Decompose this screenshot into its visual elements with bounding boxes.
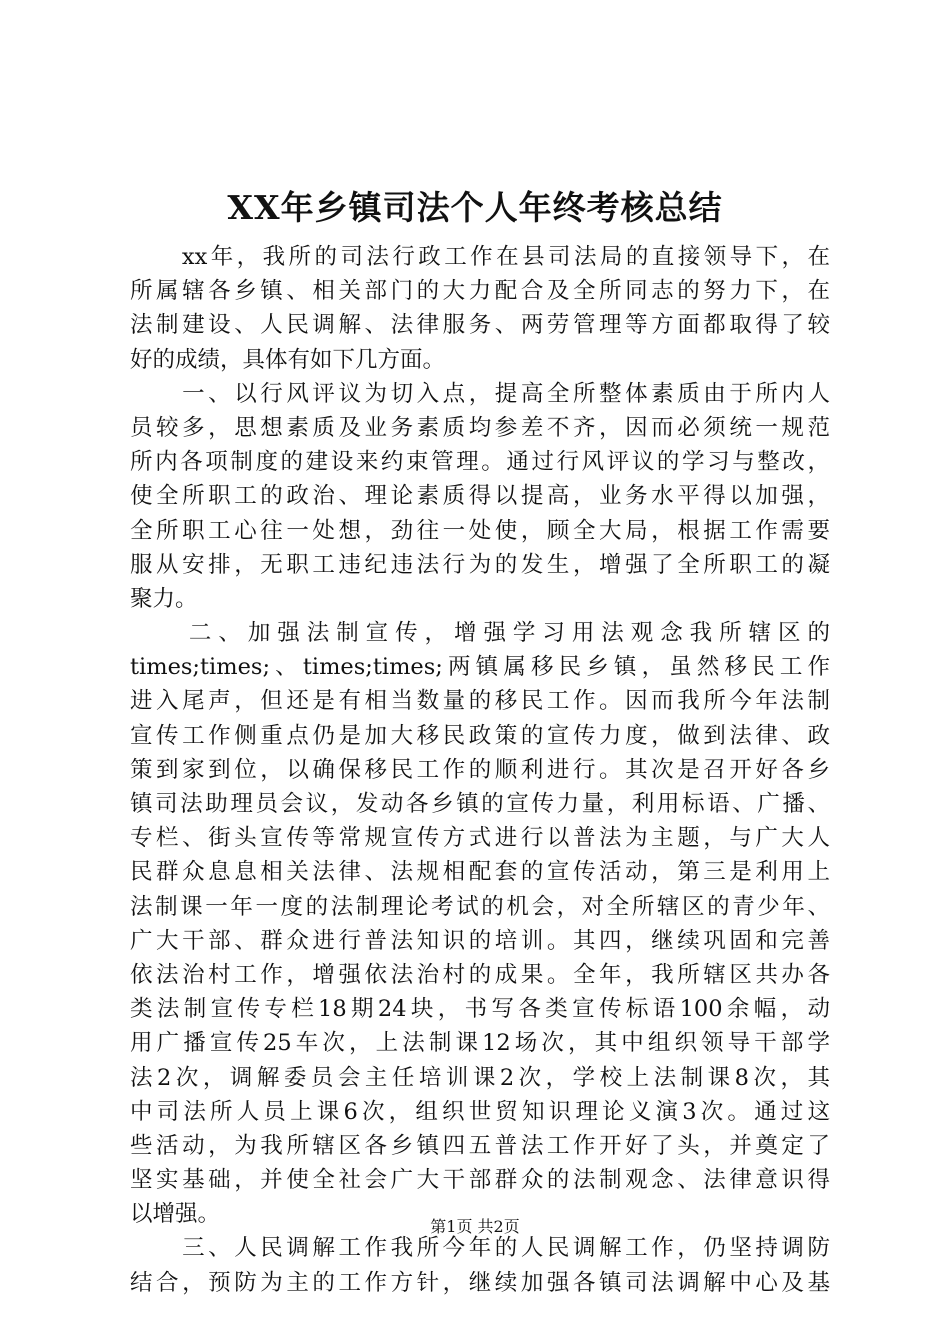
text-line: 进入尾声，但还是有相当数量的移民工作。因而我所今年法制 [130, 688, 830, 715]
text-line: 坚实基础，并使全社会广大干部群众的法制观念、法律意识得 [130, 1167, 830, 1194]
paragraph-section-1 [130, 377, 830, 616]
text-line: 民群众息息相关法律、法规相配套的宣传活动，第三是利用上 [130, 859, 830, 886]
text-line: 策到家到位，以确保移民工作的顺利进行。其次是召开好各乡 [130, 756, 830, 783]
text-line: 用广播宣传25车次，上法制课12场次，其中组织领导干部学 [130, 1030, 830, 1057]
text-line: 类法制宣传专栏18期24块，书写各类宣传标语100余幅，动 [130, 996, 830, 1023]
text-line: 宣传工作侧重点仍是加大移民政策的宣传力度，做到法律、政 [130, 722, 830, 749]
text-line: xx年，我所的司法行政工作在县司法局的直接领导下，在 [130, 244, 830, 270]
text-line: 广大干部、群众进行普法知识的培训。其四，继续巩固和完善 [130, 927, 830, 954]
paragraph-section-2 [130, 616, 830, 1231]
paragraph-intro [130, 240, 830, 377]
text-line: 法制课一年一度的法制理论考试的机会，对全所辖区的青少年、 [130, 893, 830, 920]
page-footer: 第1页 共2页 [430, 1217, 520, 1236]
text-line: 聚力。 [130, 585, 198, 612]
document-body [130, 240, 830, 1300]
text-line: 所内各项制度的建设来约束管理。通过行风评议的学习与整改， [130, 449, 830, 476]
text-line: 法制建设、人民调解、法律服务、两劳管理等方面都取得了较 [130, 312, 830, 339]
text-line: 好的成绩，具体有如下几方面。 [130, 346, 446, 373]
text-line: 以增强。 [130, 1201, 221, 1228]
text-line: 服从安排，无职工违纪违法行为的发生，增强了全所职工的凝 [130, 551, 830, 578]
text-line: 全所职工心往一处想，劲往一处使，顾全大局，根据工作需要 [130, 517, 830, 544]
text-line: 法2次，调解委员会主任培训课2次，学校上法制课8次，其 [130, 1064, 830, 1091]
text-line: 使全所职工的政治、理论素质得以提高，业务水平得以加强， [130, 483, 830, 510]
text-line: 员较多，思想素质及业务素质均参差不齐，因而必须统一规范 [130, 414, 830, 441]
text-line: times;times;、times;times;两镇属移民乡镇，虽然移民工作 [130, 654, 830, 681]
text-line: 所属辖各乡镇、相关部门的大力配合及全所同志的努力下，在 [130, 278, 830, 305]
text-line: 三、人民调解工作我所今年的人民调解工作，仍坚持调防 [130, 1235, 830, 1262]
text-line: 结合，预防为主的工作方针，继续加强各镇司法调解中心及基 [130, 1269, 830, 1296]
text-line: 一、以行风评议为切入点，提高全所整体素质由于所内人 [130, 380, 830, 407]
paragraph-section-3 [130, 1231, 830, 1299]
text-line: 些活动，为我所辖区各乡镇四五普法工作开好了头，并奠定了 [130, 1132, 830, 1159]
text-line: 中司法所人员上课6次，组织世贸知识理论义演3次。通过这 [130, 1098, 830, 1125]
text-line: 二、加强法制宣传，增强学习用法观念我所辖区的 [130, 620, 830, 647]
text-line: 镇司法助理员会议，发动各乡镇的宣传力量，利用标语、广播、 [130, 791, 830, 817]
text-line: 依法治村工作，增强依法治村的成果。全年，我所辖区共办各 [130, 961, 830, 988]
text-line: 专栏、街头宣传等常规宣传方式进行以普法为主题，与广大人 [130, 825, 830, 852]
document-title: XX年乡镇司法个人年终考核总结 [227, 188, 723, 227]
